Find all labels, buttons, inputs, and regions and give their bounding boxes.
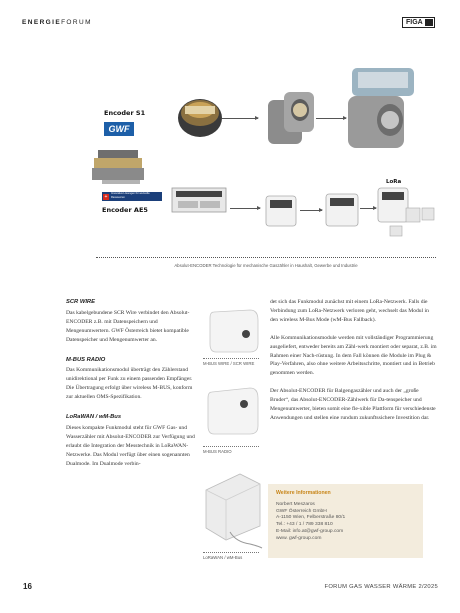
lora-text: Dieses kompakte Funkmodul steht für GWF Gas- und Wasserzähler mit Absolut-ENCODER zur Verfügung und erlaubt die Integration der Messtechnik in LoRaWAN-Netzwerke. Das Modul verfügt über einen sogenannten Dualmode. Im Dualmode verbin-: [66, 424, 195, 467]
info-company: GWF Österreich GmbH: [276, 508, 327, 514]
section-header-bold: ENERGIE: [22, 19, 62, 26]
scr-heading: SCR WIRE: [66, 299, 95, 305]
right-paragraph-1: det sich das Funkmodul zunächst mit einem LoRa-Netzwerk. Falls die Verbindung zum LoRa-Netzwerk verloren geht, wechselt das Modul in den wireless M-Bus Mode (wM-Bus Fallback).: [270, 299, 429, 323]
mbus-heading: M-BUS RADIO: [66, 356, 106, 363]
lorawan-product: [200, 470, 264, 555]
figa-logo: FIGA: [402, 17, 435, 28]
scr-wire-product: [206, 304, 262, 361]
gwf-logo: GWF: [104, 122, 134, 136]
arrow-icon: [360, 208, 376, 209]
encoder-s1-label: Encoder S1: [104, 109, 146, 117]
info-box: [268, 484, 423, 558]
info-contact-name: Norbert Meszaros: [276, 502, 315, 507]
bellows-meter-image-2: [326, 194, 358, 226]
bellows-meter-image-1: [266, 196, 296, 226]
figure-caption: Absolut-ENCODER Technologie für mechanische Gaszähler in Haushalt, Gewerbe und Industrie: [174, 263, 358, 268]
figure-graphics: [90, 58, 450, 258]
swiss-tag: + Innovative Lösungen für wertvolle Ressourcen: [102, 192, 162, 201]
lorawan-image: [200, 470, 264, 550]
mbus-radio-caption: M-BUS RADIO: [203, 446, 259, 454]
info-website-link[interactable]: www. gwf-group.com: [276, 535, 322, 541]
encoder-ae5-image: [172, 188, 226, 212]
section-header-rest: FORUM: [61, 19, 92, 26]
scr-wire-caption: M-BUS WIRE / SCR WIRE: [203, 358, 259, 366]
encoder-ae5-label: Encoder AE5: [102, 206, 148, 214]
gas-meter-image-2: [348, 68, 414, 148]
info-address: A-1150 Wien, Felberstraße 80/1: [276, 515, 346, 521]
lora-label: LoRa: [386, 179, 402, 185]
info-email-link[interactable]: E-Mail: info.at@gwf-group.com: [276, 528, 344, 534]
left-column: [66, 298, 200, 469]
lora-heading: LoRaWAN / wM-Bus: [66, 414, 122, 421]
encoder-figure: [90, 58, 450, 258]
info-phone: Tel.: +43 / 1 / 789 338 810: [276, 522, 333, 528]
swiss-flag-icon: +: [104, 193, 108, 200]
right-column: [270, 298, 438, 423]
bellows-meter-image-3: [378, 188, 434, 236]
scr-wire-image: [206, 304, 262, 356]
arrow-icon: [222, 118, 258, 119]
encoder-modules-image: [92, 150, 144, 184]
section-header: [22, 19, 92, 26]
arrow-icon: [300, 210, 322, 211]
arrow-icon: [230, 208, 260, 209]
info-box-title: Weitere Informationen: [276, 490, 331, 496]
mbus-text: Das Kommunikationsmodul überträgt den Zählerstand unidirektional per Funk zu einem passenden Empfänger. Die Übertragung erfolgt über wireless M-BUS, konform zur aktuellen OMS-Spezifikation.: [66, 367, 193, 401]
page-number: 16: [23, 582, 32, 591]
right-paragraph-3: Der Absolut-ENCODER für Balgengaszähler und auch der „große Bruder“, das Absolut-ENCODER-Zählwerk für Da-tenspeicher und Mengenumwerter, bieten somit eine fle-xible Plattform für verschiedenste Anwendungen und stellen eine rundum zukunftssichere Investition dar.: [270, 388, 436, 421]
arrow-icon: [316, 118, 346, 119]
right-paragraph-2: Alle Kommunikationsmodule werden mit vollständiger Programmierung ausgeliefert, entweder bereits am Zähl-werk montiert oder separat, z.B. im Rahmen einer Nach-rüstung. In dem Fall können die Module im Plug & Play-Verfahren, also ohne weitere Arbeitsschritte, montiert und in Betrieb genommen werden.: [270, 334, 437, 377]
footer-title: FORUM GAS WASSER WÄRME 2/2025: [324, 584, 438, 590]
gas-meter-image-1: [268, 92, 314, 144]
divider: [96, 257, 436, 258]
lorawan-caption: LoRaWAN / wM-Bus: [203, 552, 259, 560]
mbus-radio-product: [206, 382, 262, 443]
scr-text: Das kabelgebundene SCR Wire verbindet den Absolut-ENCODER z.B. mit Datenspeichern und Mengenumwertern. GWF Österreich bietet kompatible Datenspeicher und Mengenumwerter an.: [66, 309, 190, 343]
mbus-radio-image: [206, 382, 262, 438]
encoder-s1-image: [178, 99, 222, 137]
